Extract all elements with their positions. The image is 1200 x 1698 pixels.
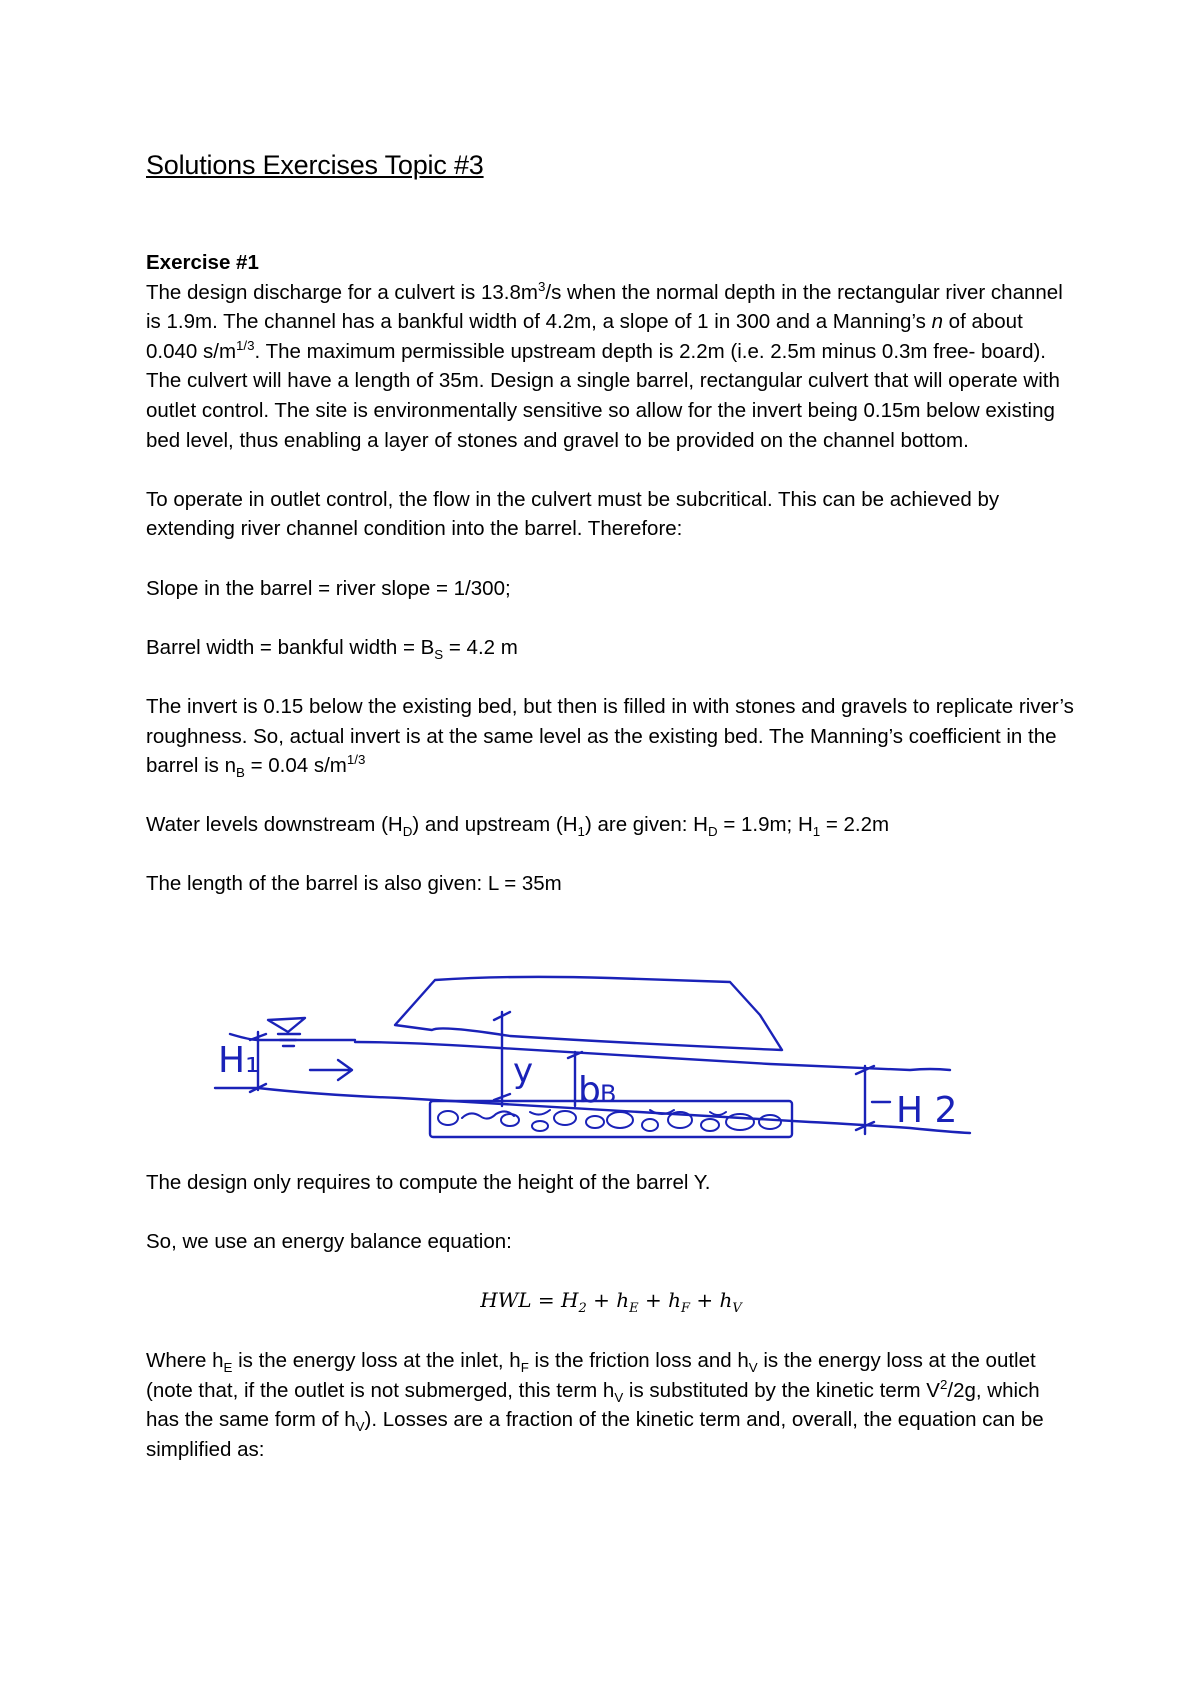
h1-label: H₁ bbox=[218, 1040, 260, 1081]
where-paragraph: Where $h_E$ is the energy loss at the inlet, $h_F$ is the friction loss and $h_V$ is the energy loss at the outlet (note that, if the outlet is not submerged, this term $h_V$ is substituted by the kinetic term $V^2/2g$, which has the same form of $h_V$). Losses are a fraction of the kinetic term and, overall, the equation can be simplified as: bbox=[146, 1348, 1044, 1461]
h2-label: H 2 bbox=[896, 1090, 958, 1131]
document-body-continued bbox=[146, 1168, 1076, 1494]
exercise-problem-text: The design discharge for a culvert is $13.8m^3/s$ when the normal depth in the rectangular river channel is 1.9m. The channel has a bankful width of 4.2m, a slope of 1 in 300 and a Manning’s n of about 0.040 $s/m^{1/3}$. The maximum permissible upstream depth is 2.2m (i.e. 2.5m minus 0.3m free- board). The culvert will have a length of 35m. Design a single barrel, rectangular culvert that will operate with outlet control. The site is environmentally sensitive so allow for the invert being 0.15m below existing bed level, thus enabling a layer of stones and gravel to be provided on the channel bottom. bbox=[146, 278, 1063, 452]
water-level-symbol bbox=[268, 1018, 305, 1046]
energy-equation: HWL = $H_2 + h_E + h_F + h_V$ bbox=[480, 1288, 742, 1317]
document-body bbox=[146, 248, 1076, 929]
invert-paragraph: The invert is 0.15 below the existing bed, but then is filled in with stones and gravels to replicate river’s roughness. So, actual invert is at the same level as the existing bed. The Manning’s coefficient in the barrel is $n_B = 0.04$ $s/m^{1/3}$ bbox=[146, 694, 1074, 781]
energy-paragraph: So, we use an energy balance equation: bbox=[146, 1230, 512, 1254]
bb-label-sub: B bbox=[600, 1080, 617, 1108]
stones bbox=[438, 1110, 781, 1131]
barrel-length-paragraph: The length of the barrel is also given: L = 35m bbox=[146, 872, 562, 896]
y-dimension-line bbox=[494, 1012, 510, 1106]
road-embankment bbox=[395, 977, 782, 1050]
page-title: Solutions Exercises Topic #3 bbox=[146, 150, 484, 180]
barrel-top-line bbox=[355, 1042, 950, 1070]
outlet-control-paragraph: To operate in outlet control, the flow in the culvert must be subcritical. This can be achieved by extending river channel condition into the barrel. Therefore: bbox=[146, 487, 1000, 541]
bb-label: b bbox=[578, 1070, 601, 1111]
y-label: y bbox=[513, 1051, 534, 1091]
flow-arrow-icon bbox=[310, 1060, 352, 1080]
design-paragraph: The design only requires to compute the height of the barrel Y. bbox=[146, 1171, 711, 1194]
culvert-sketch bbox=[210, 970, 1000, 1175]
exercise-heading: Exercise #1 bbox=[146, 251, 259, 274]
barrel-width-paragraph: Barrel width = bankful width = $B_S = 4.2$ m bbox=[146, 635, 518, 662]
slope-paragraph: Slope in the barrel = river slope = 1/300; bbox=[146, 576, 511, 600]
water-levels-paragraph: Water levels downstream $(H_D)$ and upstream $(H_1)$ are given: $H_D = 1.9m$; $H_1 = 2.2m$ bbox=[146, 813, 890, 840]
